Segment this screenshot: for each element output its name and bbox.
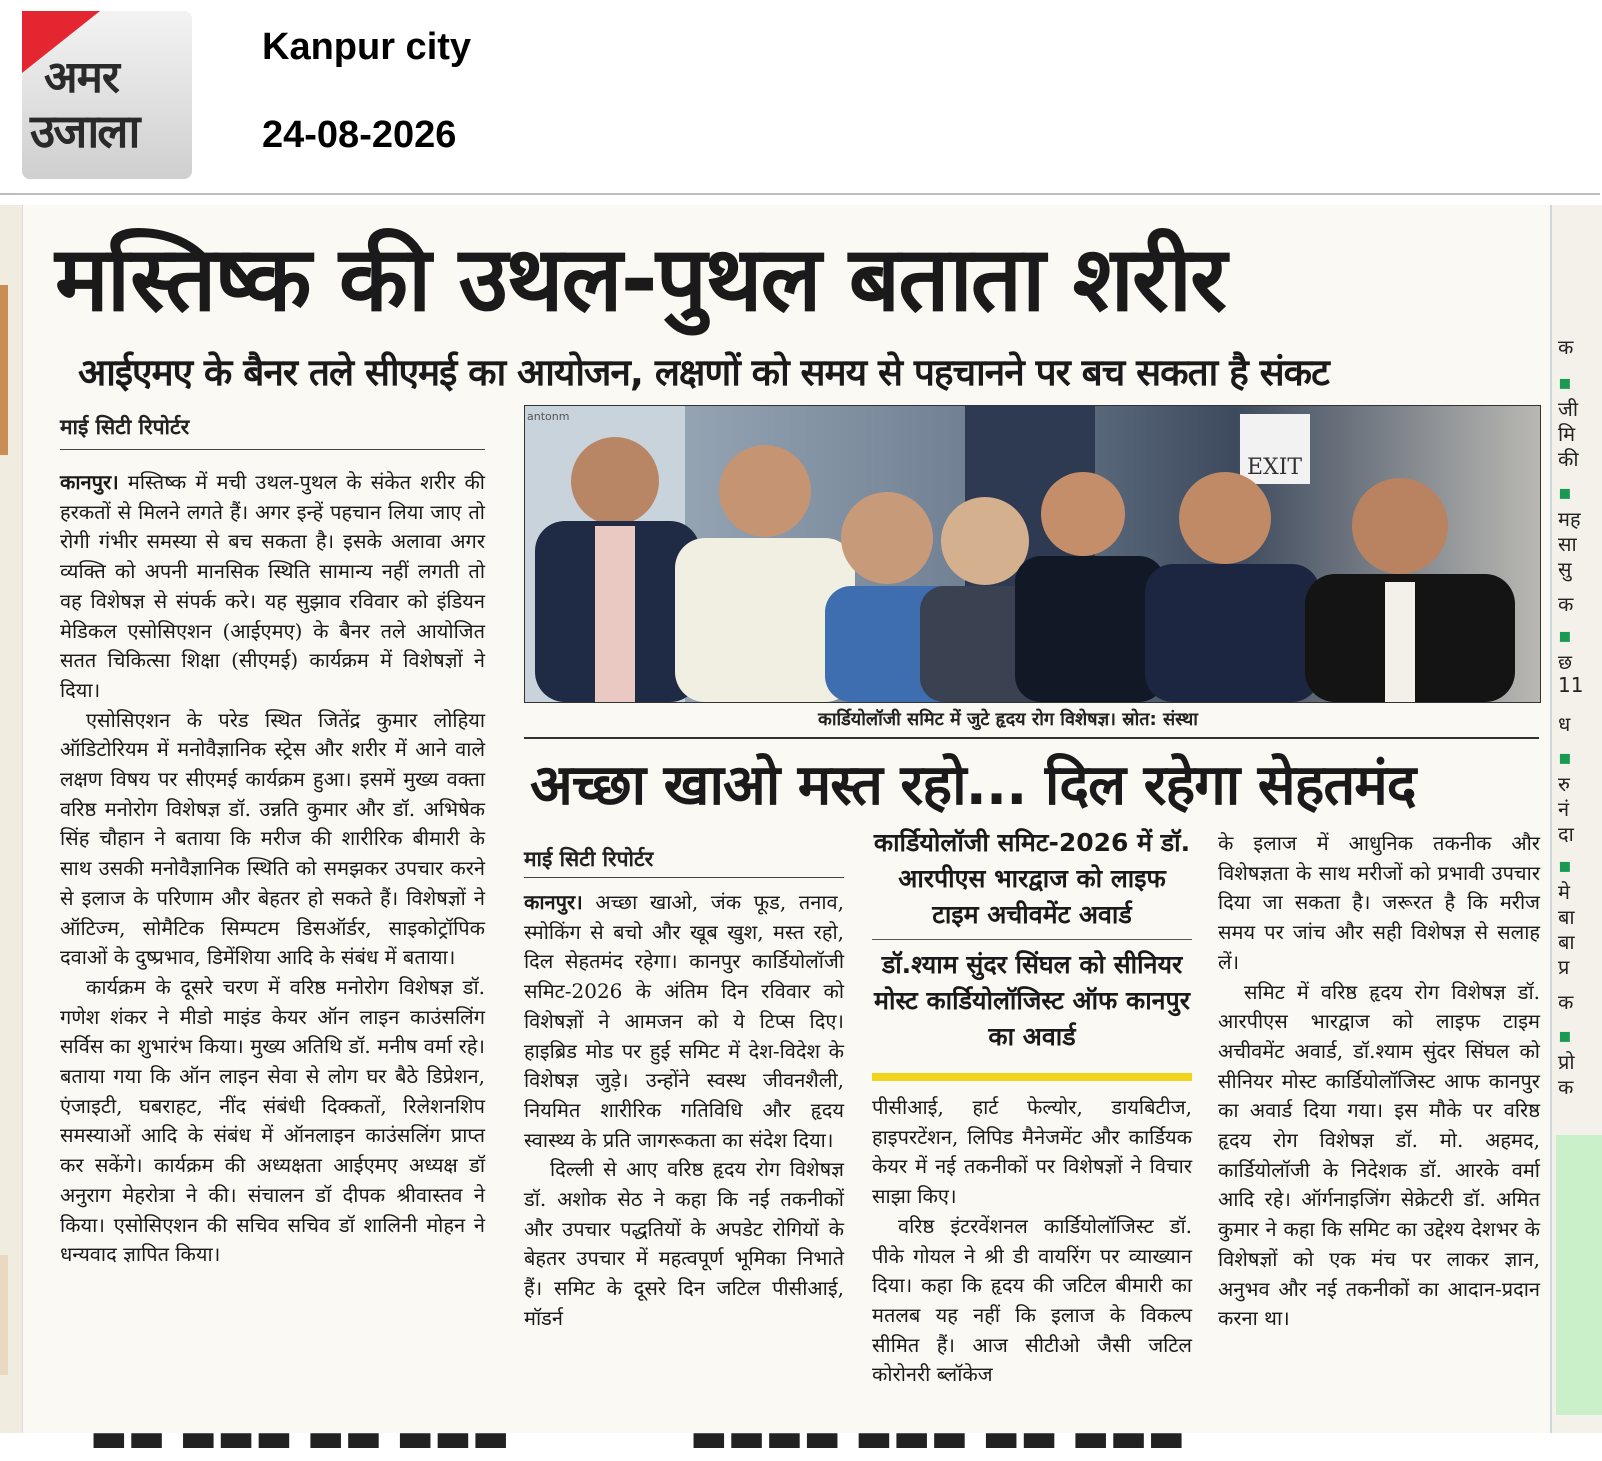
right-strip-fragment: क [1558,990,1574,1014]
right-strip-fragment: रु [1558,772,1570,796]
story1-byline: माई सिटी रिपोर्टर [60,415,190,439]
amar-ujala-logo [22,11,192,179]
right-strip-fragment: ▪ [1558,853,1572,877]
left-strip-image [0,285,8,455]
right-strip-fragment: ▪ [1558,745,1572,769]
main-subheadline: आईएमए के बैनर तले सीएमई का आयोजन, लक्षणों को समय से पहचानने पर बच सकता है संकट [78,351,1329,394]
right-strip-fragment: क [1558,1075,1574,1099]
story2-col2 [872,1093,1192,1390]
next-story-cutoff [90,1393,1510,1461]
right-strip-fragment: दा [1558,822,1574,846]
right-strip-fragment: की [1558,447,1579,471]
right-strip-fragment: ▪ [1558,623,1572,647]
right-strip-fragment: ▪ [1558,480,1572,504]
story2-col3 [1218,829,1540,1334]
logo-line-2: उजाला [30,104,139,158]
cutoff-text-2: ▬▬▬▬ ▬▬▬ ▬▬ ▬▬▬ [690,1415,1186,1461]
photo-caption: कार्डियोलॉजी समिट में जुटे हृदय रोग विशेषज्ञ। स्रोत: संस्था [818,709,1198,730]
exit-sign-text: EXIT [1247,455,1303,480]
award-box-1: कार्डियोलॉजी समिट-2026 में डॉ. आरपीएस भारद्वाज को लाइफ टाइम अचीवमेंट अवार्ड [873,828,1191,929]
summit-photo [524,405,1541,703]
story1-para-1-text: मस्तिष्क में मची उथल-पुथल के संकेत शरीर की हरकतों से मिलने लगते हैं। अगर इन्हें पहचान लिया जाए तो रोगी गंभीर समस्या से बच सकता है। इसके अलावा अगर व्यक्ति को अपनी मानसिक स्थिति सामान्य नहीं लगती तो वह विशेषज्ञ से संपर्क करे। यह सुझाव रविवार को इंडियन मेडिकल एसोसिएशन (आईएमए) के बैनर तले आयोजित सतत चिकित्सा शिक्षा (सीएमई) कार्यक्रम में विशेषज्ञों ने दिया। [60,470,485,702]
award-divider [872,939,1192,940]
right-strip-fragment: सा [1558,532,1577,556]
right-strip-fragment: ▪ [1558,1023,1572,1047]
story1-dateline: कानपुर। [60,470,119,494]
photo-banner-text: antonm [527,410,570,423]
story2-col3-para-1: के इलाज में आधुनिक तकनीक और विशेषज्ञता के साथ मरीजों को प्रभावी उपचार दिया जा सकता है। जरूरत है कि मरीज समय पर जांच और सही विशेषज्ञ से सलाह लें। [1218,831,1540,974]
story2-byline-rule [524,877,844,878]
right-strip-fragment: छ [1558,650,1573,674]
adjacent-page-left [0,205,23,1433]
right-strip-fragment: बा [1558,930,1575,954]
story2-headline: अच्छा खाओ मस्त रहो... दिल रहेगा सेहतमंद [530,753,1416,818]
edition-date: 24-08-2026 [262,114,457,156]
story1-para-1 [60,468,485,706]
right-strip-fragment: 11 [1558,673,1584,697]
cutoff-text-1: ▬▬ ▬▬▬ ▬▬ ▬▬▬ [90,1415,510,1461]
right-strip-green-box [1556,1135,1602,1415]
story1-byline-rule [60,449,485,450]
story2-col1-para-1 [524,888,844,1155]
right-strip-fragment: क [1558,592,1574,616]
right-strip-fragment: प्रो [1558,1050,1575,1074]
right-strip-fragment: क [1558,335,1574,359]
story2-col2-para-1: पीसीआई, हार्ट फेल्योर, डायबिटीज, हाइपरटेंशन, लिपिड मैनेजमेंट और कार्डियक केयर में नई तकनीकों पर विशेषज्ञों ने विचार साझा किए। [872,1095,1192,1209]
story1-para-3: कार्यक्रम के दूसरे चरण में वरिष्ठ मनोरोग विशेषज्ञ डॉ. गणेश शंकर ने मीडो माइंड केयर ऑन लाइन काउंसलिंग सर्विस का शुभारंभ किया। मुख्य अतिथि डॉ. मनीष वर्मा रहे। बताया गया कि ऑन लाइन सेवा से लोग घर बैठे डिप्रेशन, एंजाइटी, घबराहट, नींद संबंधी दिक्कतों, रिलेशनशिप समस्याओं आदि के संबंध में ऑनलाइन काउंसलिंग प्राप्त कर सकेंगे। कार्यक्रम की अध्यक्षता आईएमए अध्यक्ष डॉ अनुराग मेहरोत्रा ने की। संचालन डॉ दीपक श्रीवास्तव ने किया। एसोसिएशन की सचिव सचिव डॉ शालिनी मोहन ने धन्यवाद ज्ञापित किया। [60,974,485,1267]
story2-col1 [524,888,844,1334]
story2-col1-para-2: दिल्ली से आए वरिष्ठ हृदय रोग विशेषज्ञ डॉ. अशोक सेठ ने कहा कि नई तकनीकों और उपचार पद्धतियों के अपडेट रोगियों के बेहतर उपचार में महत्वपूर्ण भूमिका निभाते हैं। समिट के दूसरे दिन जटिल पीसीआई, मॉडर्न [524,1157,844,1330]
story2-col3-para-2: समिट में वरिष्ठ हृदय रोग विशेषज्ञ डॉ. आरपीएस भारद्वाज को लाइफ टाइम अचीवमेंट अवार्ड, डॉ.श्याम सुंदर सिंघल को सीनियर मोस्ट कार्डियोलॉजिस्ट आफ कानपुर का अवार्ड दिया गया। इस मौके पर वरिष्ठ हृदय रोग विशेषज्ञ डॉ. मो. अहमद, कार्डियोलॉजी के निदेशक डॉ. आरके वर्मा आदि रहे। ऑर्गनाइजिंग सेक्रेटरी डॉ. अमित कुमार ने कहा कि समिट का उद्देश्य देशभर के विशेषज्ञों को एक मंच पर लाकर ज्ञान, अनुभव और नई तकनीकों का आदान-प्रदान करना था। [1218,979,1540,1331]
edition-label: Kanpur city [262,26,472,68]
left-strip-image-2 [0,1255,8,1375]
adjacent-page-right [1550,205,1602,1433]
newspaper-page [0,205,1600,1461]
right-strip-fragment: बा [1558,905,1575,929]
story1-body [60,468,485,1270]
story2-col2-para-2: वरिष्ठ इंटरवेंशनल कार्डियोलॉजिस्ट डॉ. पीके गोयल ने श्री डी वायरिंग पर व्याख्यान दिया। कहा कि हृदय की जटिल बीमारी का मतलब यह नहीं कि इलाज के विकल्प सीमित हैं। आज सीटीओ जैसी जटिल कोरोनरी ब्लॉकेज [872,1213,1192,1387]
award-yellow-bar [872,1073,1192,1081]
story1-para-2: एसोसिएशन के परेड स्थित जितेंद्र कुमार लोहिया ऑडिटोरियम में मनोवैज्ञानिक स्ट्रेस और शरीर में आने वाले लक्षण विषय पर सीएमई कार्यक्रम हुआ। इसमें मुख्य वक्ता वरिष्ठ मनोरोग विशेषज्ञ डॉ. उन्नति कुमार और डॉ. अभिषेक सिंह चौहान ने बताया कि मरीज की शारीरिक बीमारी के साथ उसकी मनोवैज्ञानिक स्थिति को समझकर उपचार करने से इलाज के परिणाम और बेहतर हो सकते हैं। विशेषज्ञों ने ऑटिज्म, सोमैटिक सिम्पटम डिसऑर्डर, साइकोट्रॉपिक दवाओं के दुष्प्रभाव, डिमेंशिया आदि के संबंध में बताया। [60,707,485,970]
summit-photo-illustration [525,406,1540,702]
right-strip-fragment: प्र [1558,955,1570,979]
right-strip-fragment: ध [1558,712,1571,736]
story2-dateline: कानपुर। [524,890,583,914]
logo-line-1: अमर [44,52,119,103]
right-strip-fragment: ▪ [1558,370,1572,394]
right-strip-fragment: नं [1558,797,1570,821]
clipping-header [0,0,1600,195]
story2-top-rule [524,737,1539,739]
story2-byline: माई सिटी रिपोर्टर [524,847,654,871]
award-box-2: डॉ.श्याम सुंदर सिंघल को सीनियर मोस्ट कार्डियोलॉजिस्ट ऑफ कानपुर का अवार्ड [874,950,1190,1051]
main-headline: मस्तिष्क की उथल-पुथल बताता शरीर [55,227,1225,332]
right-strip-fragment: मह [1558,507,1581,531]
right-strip-fragment: मि [1558,422,1576,446]
right-strip-fragment: सु [1558,557,1572,581]
right-strip-fragment: मे [1558,880,1570,904]
right-strip-fragment: जी [1558,397,1579,421]
story2-col1-para-1-text: अच्छा खाओ, जंक फूड, तनाव, स्मोकिंग से बचो और खूब खुश, मस्त रहो, दिल सेहतमंद रहेगा। कानपुर कार्डियोलॉजी समिट-2026 के अंतिम दिन रविवार को विशेषज्ञों ने आमजन को ये टिप्स दिए। हाइब्रिड मोड पर हुई समिट में देश-विदेश के विशेषज्ञ जुड़े। उन्होंने स्वस्थ जीवनशैली, नियमित शारीरिक गतिविधि और हृदय स्वास्थ्य के प्रति जागरूकता का संदेश दिया। [524,890,844,1152]
